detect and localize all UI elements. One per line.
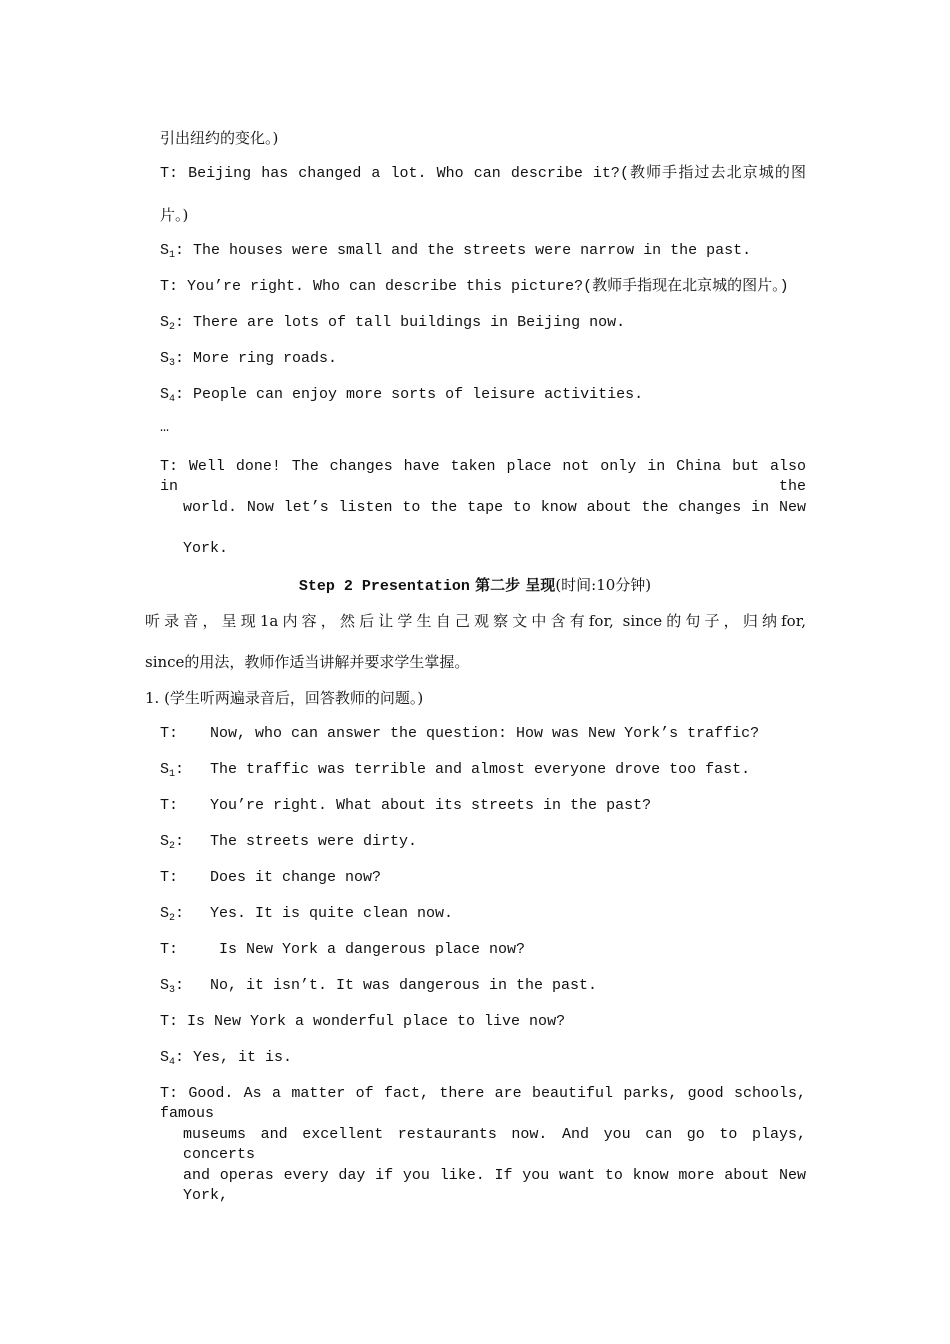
dialogue-line-continued: museums and excellent restaurants now. And you can go to plays, concerts [183, 1126, 806, 1163]
dialogue-line: T: Well done! The changes have taken place not only in China but also in the [160, 458, 806, 495]
utterance: Is New York a dangerous place now? [210, 941, 526, 958]
utterance: : More ring roads. [175, 350, 338, 367]
ellipsis: … [160, 419, 170, 436]
dialogue-line [160, 1048, 292, 1073]
speaker-label: S [160, 386, 170, 403]
speaker-label: $S_3$: [160, 977, 185, 996]
utterance: : There are lots of tall buildings in Beijing now. [175, 314, 626, 331]
dialogue-line [160, 349, 337, 374]
speaker-label: $S_1$: [160, 761, 185, 780]
speaker-label: T: [160, 797, 179, 814]
dialogue-line-continued: York. [183, 540, 229, 557]
speaker-label: $S_2$: [160, 833, 185, 852]
section-heading [0, 575, 950, 597]
utterance: Does it change now? [210, 869, 382, 886]
dialogue-line [160, 760, 750, 785]
text-line: 片。) [160, 206, 189, 224]
dialogue-line [160, 724, 759, 744]
dialogue-line [160, 904, 453, 929]
utterance: : The houses were small and the streets were narrow in the past. [175, 242, 752, 259]
speaker-label: S [160, 350, 170, 367]
dialogue-line [160, 796, 651, 816]
speaker-label: T: [160, 941, 179, 958]
instruction-paragraph: 听录音，呈现1a内容，然后让学生自己观察文中含有for, since的句子，归纳for, [145, 612, 806, 630]
dialogue-line: T: Is New York a wonderful place to live now? [160, 1013, 566, 1030]
speaker-label: T: [160, 725, 179, 742]
speaker-subscript: 3 [169, 358, 176, 369]
utterance: : Yes, it is. [175, 1049, 293, 1066]
dialogue-line: T: Good. As a matter of fact, there are beautiful parks, good schools, famous [160, 1085, 806, 1122]
speaker-label: $S_2$: [160, 905, 185, 924]
heading-chinese: 第二步 呈现 [469, 576, 556, 594]
dialogue-line [160, 976, 597, 1001]
dialogue-line [160, 313, 625, 338]
dialogue-line [160, 940, 525, 960]
text-line: 引出纽约的变化。) [160, 129, 279, 147]
list-item: 1. (学生听两遍录音后，回答教师的问题。) [145, 689, 424, 707]
instruction-paragraph: since的用法，教师作适当讲解并要求学生掌握。 [145, 653, 470, 671]
speaker-subscript: 4 [169, 1057, 176, 1068]
utterance: : People can enjoy more sorts of leisure activities. [175, 386, 644, 403]
dialogue-line-continued: and operas every day if you like. If you want to know more about New York, [183, 1167, 806, 1204]
speaker-label: S [160, 242, 170, 259]
utterance: You’re right. What about its streets in the past? [210, 797, 652, 814]
speaker-subscript: 2 [169, 322, 176, 333]
dialogue-line [160, 241, 751, 266]
dialogue-line [160, 868, 381, 888]
dialogue-line: T: You’re right. Who can describe this picture?(教师手指现在北京城的图片。) [160, 278, 789, 295]
speaker-subscript: 1 [169, 250, 176, 261]
utterance: Now, who can answer the question: How was New York’s traffic? [210, 725, 760, 742]
speaker-label: S [160, 1049, 170, 1066]
utterance: The traffic was terrible and almost everyone drove too fast. [210, 761, 751, 778]
dialogue-line: T: Beijing has changed a lot. Who can describe it?(教师手指过去北京城的图 [160, 165, 806, 182]
dialogue-line [160, 385, 643, 410]
dialogue-line-continued: world. Now let’s listen to the tape to know about the changes in New [183, 499, 806, 516]
utterance: No, it isn’t. It was dangerous in the past. [210, 977, 598, 994]
heading-english: Step 2 Presentation [298, 578, 470, 595]
speaker-subscript: 4 [169, 394, 176, 405]
speaker-label: S [160, 314, 170, 331]
heading-time: (时间:10分钟) [555, 576, 652, 594]
speaker-label: T: [160, 869, 179, 886]
utterance: Yes. It is quite clean now. [210, 905, 454, 922]
dialogue-line [160, 832, 417, 857]
utterance: The streets were dirty. [210, 833, 418, 850]
